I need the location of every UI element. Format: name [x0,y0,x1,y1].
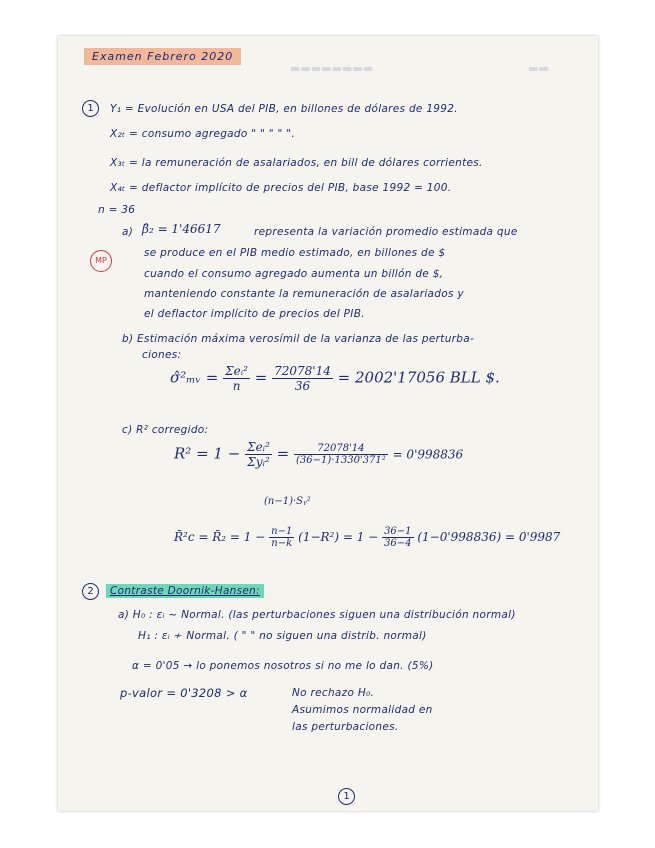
page-number: 1 [338,788,355,805]
part-a-line-2: se produce en el PIB medio estimado, en billones de $ [144,247,446,259]
decision-line-2: Asumimos normalidad en [292,704,433,716]
sample-size: n = 36 [98,204,136,216]
definition-x3t: X₃ₜ = la remuneración de asalariados, en bill de dólares corrientes. [110,157,483,169]
r2-denominator-note: (n−1)·Sᵧ² [264,496,311,507]
beta2-estimate: β̂₂ = 1'46617 [142,222,221,236]
decision-line-3: las perturbaciones. [292,721,399,733]
variance-lhs: σ̂²ₘᵥ = [170,368,219,387]
question-1-number: 1 [82,100,99,117]
question-2-title-wrap [106,585,264,597]
p-value: p-valor = 0'3208 > α [120,686,248,700]
variance-denominator-2: 36 [294,379,311,393]
decision-line-1: No rechazo H₀. [292,687,375,699]
r2-denominator-2: (36−1)·1330'371² [296,455,386,466]
adjusted-r2-result: (1−0'998836) = 0'9987 [417,530,561,544]
r2-numerator-2: 72078'14 [294,443,388,455]
variance-result: = 2002'17056 BLL $. [337,368,500,387]
adjusted-r2-lhs: R̄²c = R̄₂ = 1 − [174,530,266,544]
r2-lhs: R² = 1 − [174,444,241,463]
adjusted-r2-numerator-1: n−1 [271,526,293,537]
part-c-label: c) R² corregido: [122,424,209,436]
part-b-line-2: ciones: [142,349,182,361]
r2-fraction-1 [245,440,272,469]
r2-equation: R² = 1 − $\frac{\text{Σeᵢ²}}{\text{Σyᵢ²}}$ = $\frac{72078'14}{\text{(36−1)·1330'371²}}$ = 0'998836 [174,440,464,469]
r2-numerator-1: Σeᵢ² [247,440,270,454]
alpha-line: α = 0'05 → lo ponemos nosotros si no me lo dan. (5%) [132,660,434,672]
part-a-line-1: representa la variación promedio estimada que [254,226,518,238]
definition-x2t: X₂ₜ = consumo agregado " " " " ". [110,128,296,140]
r2-result: = 0'998836 [392,447,464,462]
hypothesis-h0: a) H₀ : εᵢ ~ Normal. (las perturbaciones siguen una distribución normal) [118,609,516,621]
variance-denominator-1: n [232,379,241,393]
question-2-number: 2 [82,583,99,600]
part-a-line-5: el deflactor implícito de precios del PIB. [144,308,365,320]
adjusted-r2-numerator-2: 36−1 [384,526,412,537]
adjusted-r2-equation [174,526,560,549]
exam-title: Examen Febrero 2020 [84,48,241,65]
mp-badge: MP [90,250,112,272]
adjusted-r2-middle: (1−R²) = 1 − [298,530,379,544]
adjusted-r2-denominator-2: 36−4 [384,538,412,549]
part-b-line-1: b) Estimación máxima verosímil de la varianza de las perturba- [122,333,475,345]
part-a-label: a) [122,226,134,238]
variance-numerator-2: 72078'14 [274,364,331,378]
variance-fraction-1 [223,364,250,393]
adjusted-r2-denominator-1: n−k [271,538,293,549]
r2-fraction-2 [294,443,388,466]
part-a-line-3: cuando el consumo agregado aumenta un billón de $, [144,268,444,280]
variance-equation: σ̂²ₘᵥ = $\frac{\text{Σeᵢ²}}{n}$ = $\frac{72078'14}{36}$ = 2002'17056 BLL $. [170,364,500,393]
part-a-line-4: manteniendo constante la remuneración de asalariados y [144,288,464,300]
adjusted-r2-fraction-2 [382,526,413,549]
bleed-through-text: ▬▬ [528,62,549,75]
bleed-through-text: ▬▬▬▬▬▬▬▬ [290,62,374,75]
r2-denominator-1: Σyᵢ² [247,455,270,469]
definition-x4t: X₄ₜ = deflactor implícito de precios del PIB, base 1992 = 100. [110,182,452,194]
hypothesis-h1: H₁ : εᵢ ≁ Normal. ( " " no siguen una distrib. normal) [138,630,427,642]
definition-y1: Y₁ = Evolución en USA del PIB, en billones de dólares de 1992. [110,103,458,115]
question-2-title: Contraste Doornik-Hansen: [106,584,264,598]
notebook-page [58,36,598,811]
variance-fraction-2 [272,364,333,393]
adjusted-r2-fraction-1 [269,526,294,549]
variance-numerator-1: Σeᵢ² [225,364,248,378]
